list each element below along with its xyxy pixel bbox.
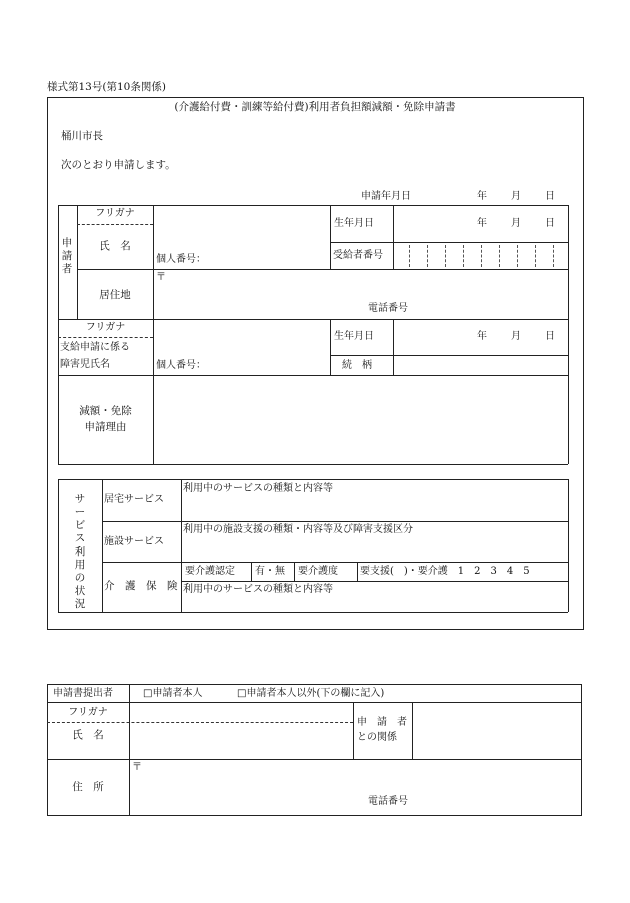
intro-text: 次のとおり申請します。 xyxy=(61,159,176,171)
applicant-section-label: 申請者 xyxy=(61,237,73,276)
submitter-option-self[interactable]: □申請者本人 xyxy=(143,688,203,699)
submitter-label: 申請書提出者 xyxy=(53,688,113,699)
child-label-line1: 支給申請に係る xyxy=(60,342,130,353)
applicant-birth-field[interactable] xyxy=(394,206,567,241)
applicant-name-label: 氏 名 xyxy=(99,240,131,252)
care-level-label: 要介護度 xyxy=(298,566,338,577)
applicant-furigana-label: フリガナ xyxy=(95,208,135,219)
submitter-relation-line1: 申 請 者 xyxy=(357,717,407,728)
form-title: (介護給付費・訓練等給付費)利用者負担額減額・免除申請書 xyxy=(174,101,456,113)
care-cert-label: 要介護認定 xyxy=(185,566,235,577)
application-date-year: 年 xyxy=(477,191,487,202)
facility-service-desc: 利用中の施設支援の種類・内容等及び障害支援区分 xyxy=(183,524,413,535)
submitter-postal-mark: 〒 xyxy=(132,762,142,773)
child-birth-label: 生年月日 xyxy=(334,331,374,342)
care-service-desc: 利用中のサービスの種類と内容等 xyxy=(183,584,333,595)
submitter-address-field[interactable] xyxy=(130,760,581,815)
home-service-label: 居宅サービス xyxy=(104,494,164,505)
care-insurance-label: 介 護 保 険 xyxy=(104,580,178,592)
child-label-line2: 障害児氏名 xyxy=(60,359,110,370)
child-birth-month: 月 xyxy=(511,331,521,342)
submitter-relation-line2: との関係 xyxy=(357,732,397,743)
care-cert-value[interactable]: 有・無 xyxy=(255,566,285,577)
care-level-value[interactable]: 要支援( )・要介護 1 2 3 4 5 xyxy=(360,566,530,577)
submitter-relation-field[interactable] xyxy=(413,703,581,758)
submitter-name-field[interactable] xyxy=(130,703,352,758)
application-date-label: 申請年月日 xyxy=(361,191,411,202)
applicant-address-label: 居住地 xyxy=(99,289,131,301)
applicant-individual-number[interactable]: 個人番号： xyxy=(156,254,206,265)
submitter-phone-label: 電話番号 xyxy=(368,796,408,807)
application-date-month: 月 xyxy=(511,191,521,202)
application-date-day: 日 xyxy=(545,191,555,202)
child-relationship-label: 続 柄 xyxy=(342,360,372,371)
facility-service-label: 施設サービス xyxy=(104,536,164,547)
applicant-birth-month: 月 xyxy=(511,218,521,229)
submitter-option-other[interactable]: □申請者本人以外(下の欄に記入) xyxy=(237,688,385,699)
applicant-name-field[interactable] xyxy=(154,225,329,252)
applicant-birth-year: 年 xyxy=(477,218,487,229)
submitter-address-label: 住 所 xyxy=(72,781,104,793)
child-birth-year: 年 xyxy=(477,331,487,342)
applicant-postal-mark: 〒 xyxy=(156,272,166,283)
submitter-furigana-label: フリガナ xyxy=(68,707,108,718)
child-individual-number[interactable]: 個人番号： xyxy=(156,360,206,371)
home-service-field[interactable] xyxy=(182,480,567,520)
child-furigana-label: フリガナ xyxy=(85,322,126,333)
facility-service-field[interactable] xyxy=(182,522,567,561)
submitter-name-label: 氏 名 xyxy=(72,729,104,741)
applicant-furigana-field[interactable] xyxy=(154,206,329,224)
recipient-number-label: 受給者番号 xyxy=(333,250,383,261)
applicant-birth-day: 日 xyxy=(545,218,555,229)
child-birth-day: 日 xyxy=(545,331,555,342)
form-number: 様式第13号(第10条関係) xyxy=(47,81,166,93)
child-birth-field[interactable] xyxy=(394,320,567,354)
recipient-number-field[interactable] xyxy=(394,243,567,268)
service-section-label: サービス利用の状況 xyxy=(74,493,86,610)
applicant-address-field[interactable] xyxy=(154,270,567,318)
addressee: 桶川市長 xyxy=(61,130,103,142)
reason-label-line1: 減額・免除 xyxy=(79,405,132,417)
child-relationship-field[interactable] xyxy=(394,356,567,374)
applicant-birth-label: 生年月日 xyxy=(334,218,374,229)
applicant-phone-label: 電話番号 xyxy=(368,303,408,314)
reason-label-line2: 申請理由 xyxy=(84,421,127,433)
care-service-field[interactable] xyxy=(182,582,567,611)
reason-field[interactable] xyxy=(154,376,567,463)
home-service-desc: 利用中のサービスの種類と内容等 xyxy=(183,483,333,494)
